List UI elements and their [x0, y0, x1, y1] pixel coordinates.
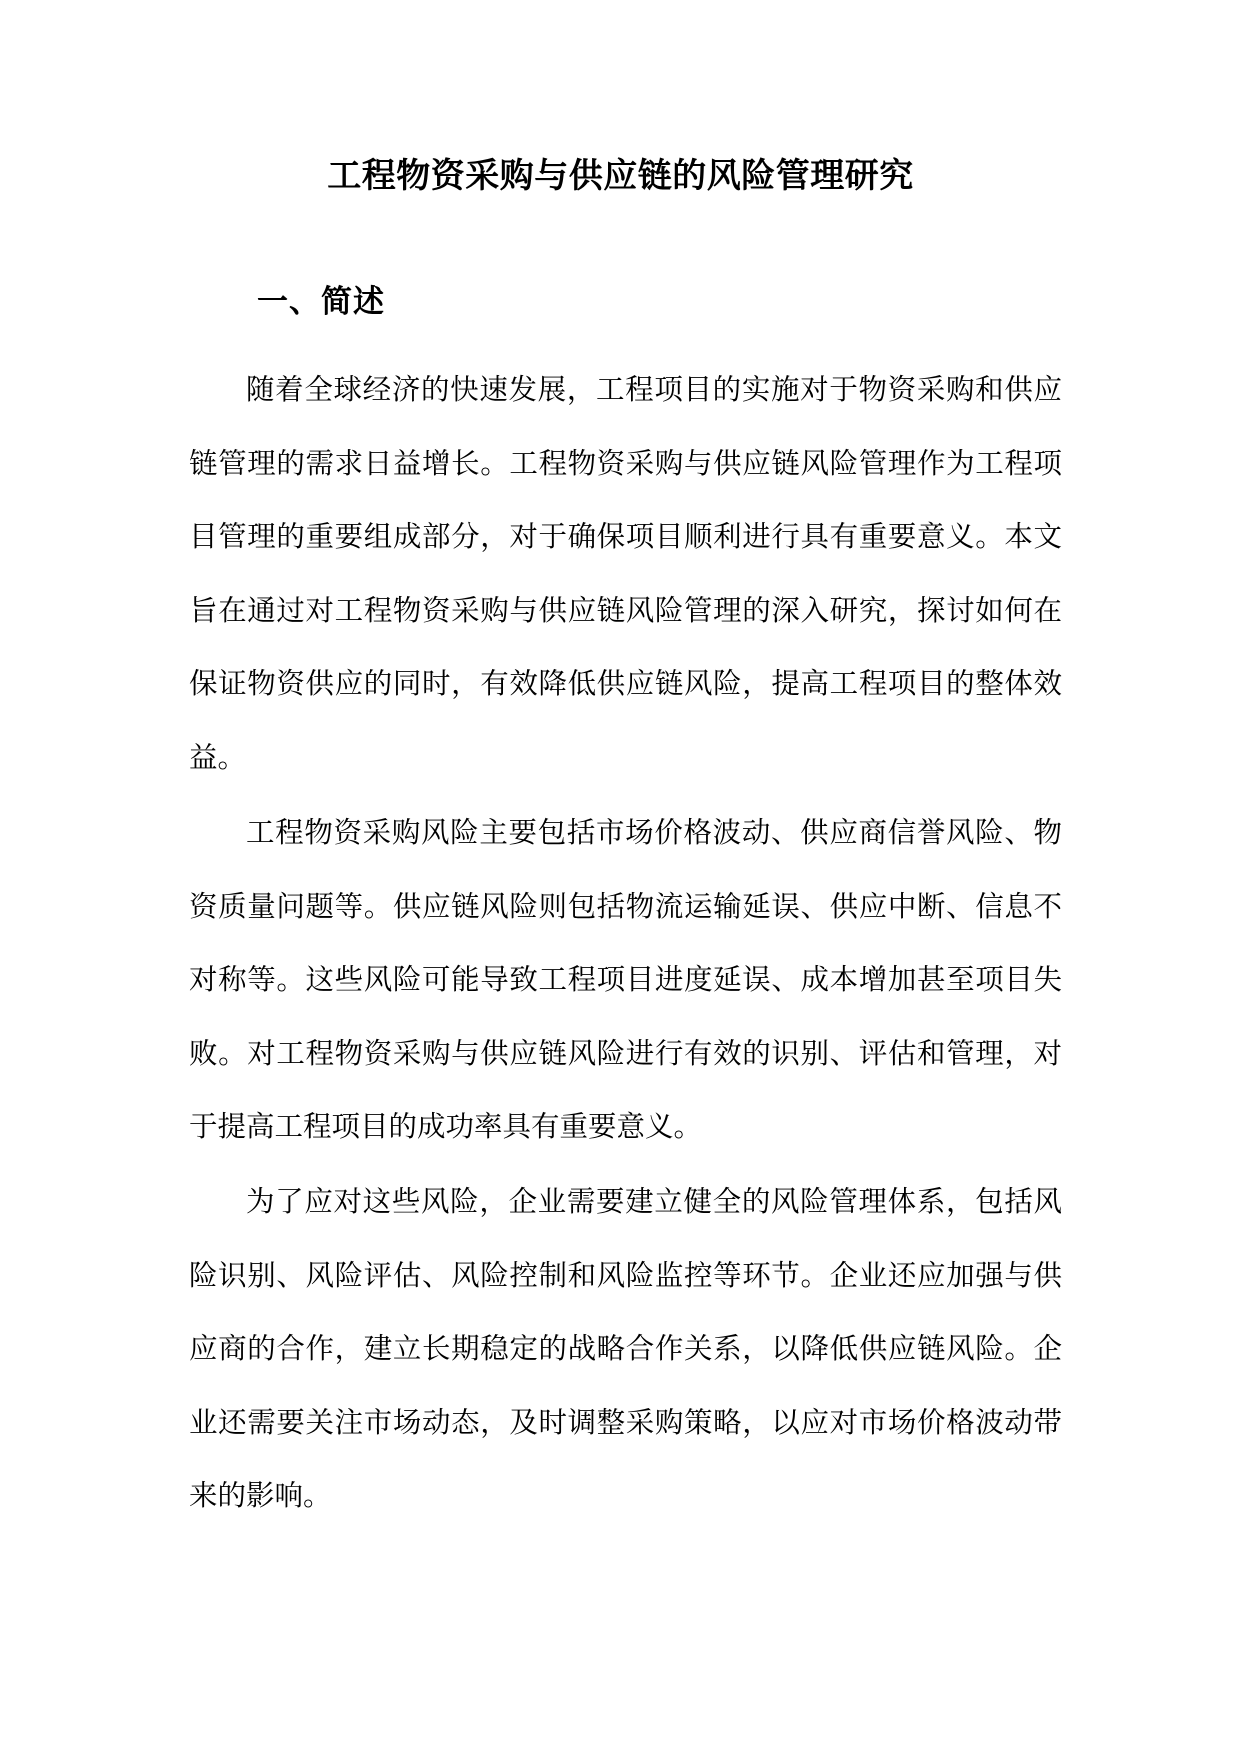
- document-title: 工程物资采购与供应链的风险管理研究: [327, 156, 914, 196]
- body-paragraph: 工程物资采购风险主要包括市场价格波动、供应商信誉风险、物资质量问题等。供应链风险则包括物流运输延误、供应中断、信息不对称等。这些风险可能导致工程项目进度延误、成本增加甚至项目失败。对工程物资采购与供应链风险进行有效的识别、评估和管理，对于提高工程项目的成功率具有重要意义。: [189, 816, 1062, 1143]
- body-paragraph: 为了应对这些风险，企业需要建立健全的风险管理体系，包括风险识别、风险评估、风险控制和风险监控等环节。企业还应加强与供应商的合作，建立长期稳定的战略合作关系，以降低供应链风险。企业还需要关注市场动态，及时调整采购策略，以应对市场价格波动带来的影响。: [189, 1185, 1062, 1512]
- body-paragraph: 随着全球经济的快速发展，工程项目的实施对于物资采购和供应链管理的需求日益增长。工程物资采购与供应链风险管理作为工程项目管理的重要组成部分，对于确保项目顺利进行具有重要意义。本文旨在通过对工程物资采购与供应链风险管理的深入研究，探讨如何在保证物资供应的同时，有效降低供应链风险，提高工程项目的整体效益。: [189, 373, 1062, 774]
- section-heading: 一、简述: [257, 284, 385, 320]
